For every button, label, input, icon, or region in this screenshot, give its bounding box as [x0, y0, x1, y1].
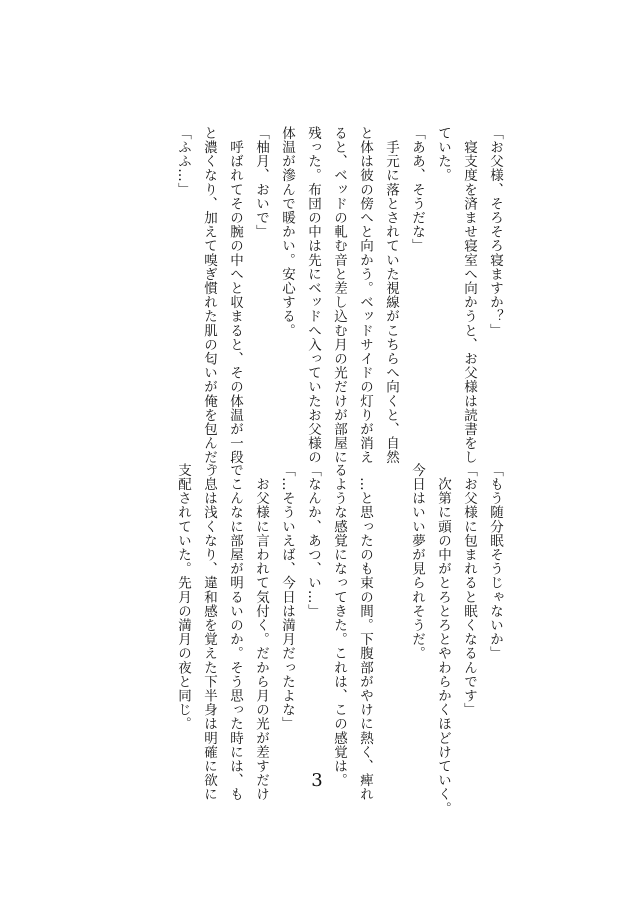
lower-text-line: 次第に頭の中がとろとろとやわらかくほどけていく。 [435, 463, 451, 816]
lower-text-line: 「お父様に包まれると眠くなるんです」 [461, 463, 477, 717]
page-number: 3 [311, 770, 323, 791]
lower-text-line: でこんなに部屋が明るいのか。そう思った時には、も [227, 463, 243, 802]
upper-text-line: 体温が滲んで暖かい。安心する。 [279, 126, 295, 338]
upper-text-line: 「ふふ…」 [175, 126, 191, 197]
lower-text-line: お父様に言われて気付く。だから月の光が差すだけ [253, 463, 269, 802]
lower-text-line: 「もう随分眠そうじゃないか」 [487, 463, 503, 661]
lower-text-line: 支配されていた。先月の満月の夜と同じ。 [175, 463, 191, 731]
upper-text-line: 「柚月、おいで」 [253, 126, 269, 239]
upper-text-line: 寝支度を済ませ寝室へ向かうと、お父様は読書をし [461, 126, 477, 465]
upper-text-line: と濃くなり、加えて嗅ぎ慣れた肌の匂いが俺を包んだ。 [201, 126, 217, 479]
upper-text-line: ていた。 [435, 126, 451, 183]
upper-text-line: と体は彼の傍へと向かう。ベッドサイドの灯りが消え [357, 126, 373, 465]
lower-text-line: 今日はいい夢が見られそうだ。 [409, 463, 425, 661]
upper-text-block [170, 126, 508, 479]
upper-text-line: 残った。布団の中は先にベッドへ入っていたお父様の [305, 126, 321, 465]
lower-text-line: …と思ったのも束の間。下腹部がやけに熱く、痺れ [357, 463, 373, 802]
upper-text-line: 「お父様、そろそろ寝ますか？」 [487, 126, 503, 338]
lower-text-line: う息は浅くなり、違和感を覚えた下半身は明確に欲に [201, 463, 217, 802]
upper-text-line: 呼ばれてその腕の中へと収まると、その体温が一段 [227, 126, 243, 465]
upper-text-line: ると、ベッドの軋む音と差し込む月の光だけが部屋に [331, 126, 347, 465]
upper-text-line: 「ああ、そうだな」 [409, 126, 425, 253]
lower-text-line: るような感覚になってきた。これは、この感覚は。 [331, 463, 347, 788]
lower-text-line: 「…そういえば、今日は満月だったよな」 [279, 463, 295, 731]
upper-text-line: 手元に落とされていた視線がこちらへ向くと、自然 [383, 126, 399, 465]
lower-text-line: 「なんか、あつ、い…」 [305, 463, 321, 619]
lower-text-line [378, 463, 404, 793]
lower-text-block [170, 463, 508, 816]
